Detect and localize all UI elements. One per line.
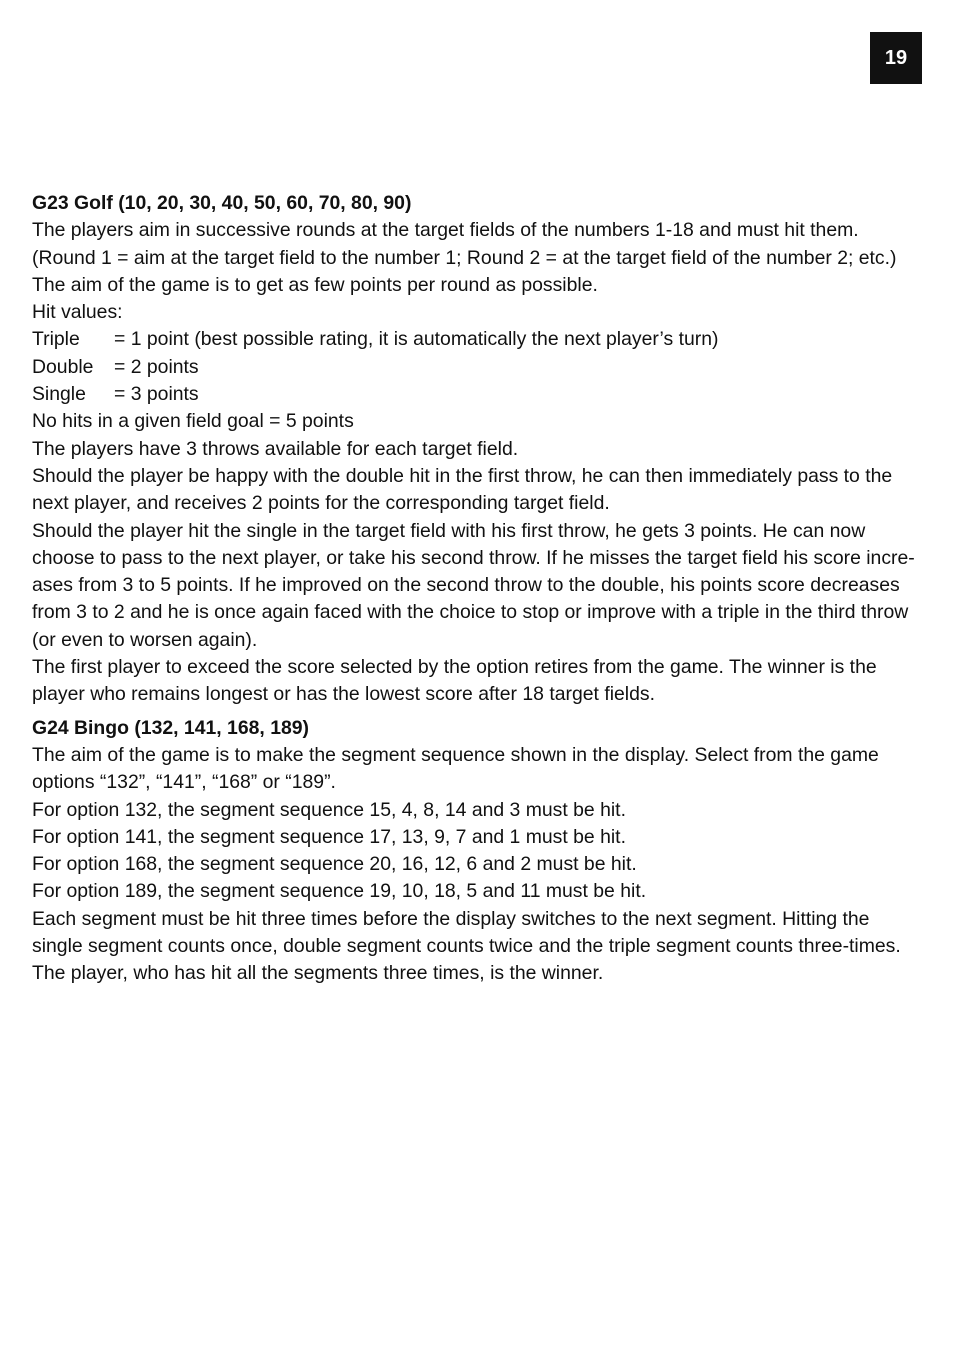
segment-rule-paragraph: Each segment must be hit three times before the display switches to the next segment. Hitting the single segment counts once, double segment counts twice and the triple segment counts three-times.: [32, 907, 901, 958]
g24-winner-paragraph: The player, who has hit all the segments three times, is the winner.: [32, 962, 604, 985]
document-body: [32, 190, 924, 988]
double-hit-paragraph: Should the player be happy with the double hit in the first throw, he can then immediately pass to the next player, and receives 2 points for the corresponding target field.: [32, 464, 893, 515]
single-hit-paragraph: Should the player hit the single in the target field with his first throw, he gets 3 points. He can now choose to pass to the next player, or take his second throw. If he misses the target field his score incre-ases from 3 to 5 points. If he improved on the second throw to the double, his points score decreases from 3 to 2 and he is once again faced with the choice to stop or improve with a triple in the third throw (or even to worsen again).: [32, 519, 915, 651]
hit-value: = 2 points: [114, 355, 199, 378]
hit-value-row-triple: [32, 326, 924, 353]
g24-intro-paragraph: The aim of the game is to make the segment sequence shown in the display. Select from the game options “132”, “141”, “168” or “189”.: [32, 743, 879, 794]
hit-term: Triple: [32, 328, 80, 351]
throws-line: The players have 3 throws available for each target field.: [32, 437, 519, 460]
no-hits-line: No hits in a given field goal = 5 points: [32, 410, 354, 433]
hit-value: = 3 points: [114, 383, 199, 406]
section-heading-g24: G24 Bingo (132, 141, 168, 189): [32, 716, 309, 739]
hit-term: Double: [32, 355, 94, 378]
g23-intro-paragraph: The players aim in successive rounds at the target fields of the numbers 1-18 and must hit them. (Round 1 = aim at the target field to the number 1; Round 2 = at the target field of the number 2; etc.) The aim of the game is to get as few points per round as possible.: [32, 219, 897, 296]
option-line-141: For option 141, the segment sequence 17, 13, 9, 7 and 1 must be hit.: [32, 825, 626, 848]
g23-winner-paragraph: The first player to exceed the score selected by the option retires from the game. The winner is the player who remains longest or has the lowest score after 18 target fields.: [32, 656, 877, 706]
option-line-168: For option 168, the segment sequence 20, 16, 12, 6 and 2 must be hit.: [32, 853, 637, 876]
hit-values-label: Hit values:: [32, 301, 123, 324]
section-heading-g23: G23 Golf (10, 20, 30, 40, 50, 60, 70, 80, 90): [32, 192, 412, 214]
page-number-badge: 19: [870, 32, 922, 84]
option-line-189: For option 189, the segment sequence 19, 10, 18, 5 and 11 must be hit.: [32, 880, 647, 903]
option-line-132: For option 132, the segment sequence 15, 4, 8, 14 and 3 must be hit.: [32, 798, 626, 821]
hit-value: = 1 point (best possible rating, it is automatically the next player’s turn): [114, 328, 719, 351]
hit-term: Single: [32, 383, 86, 406]
hit-value-row-single: [32, 381, 924, 408]
hit-value-row-double: [32, 354, 924, 381]
